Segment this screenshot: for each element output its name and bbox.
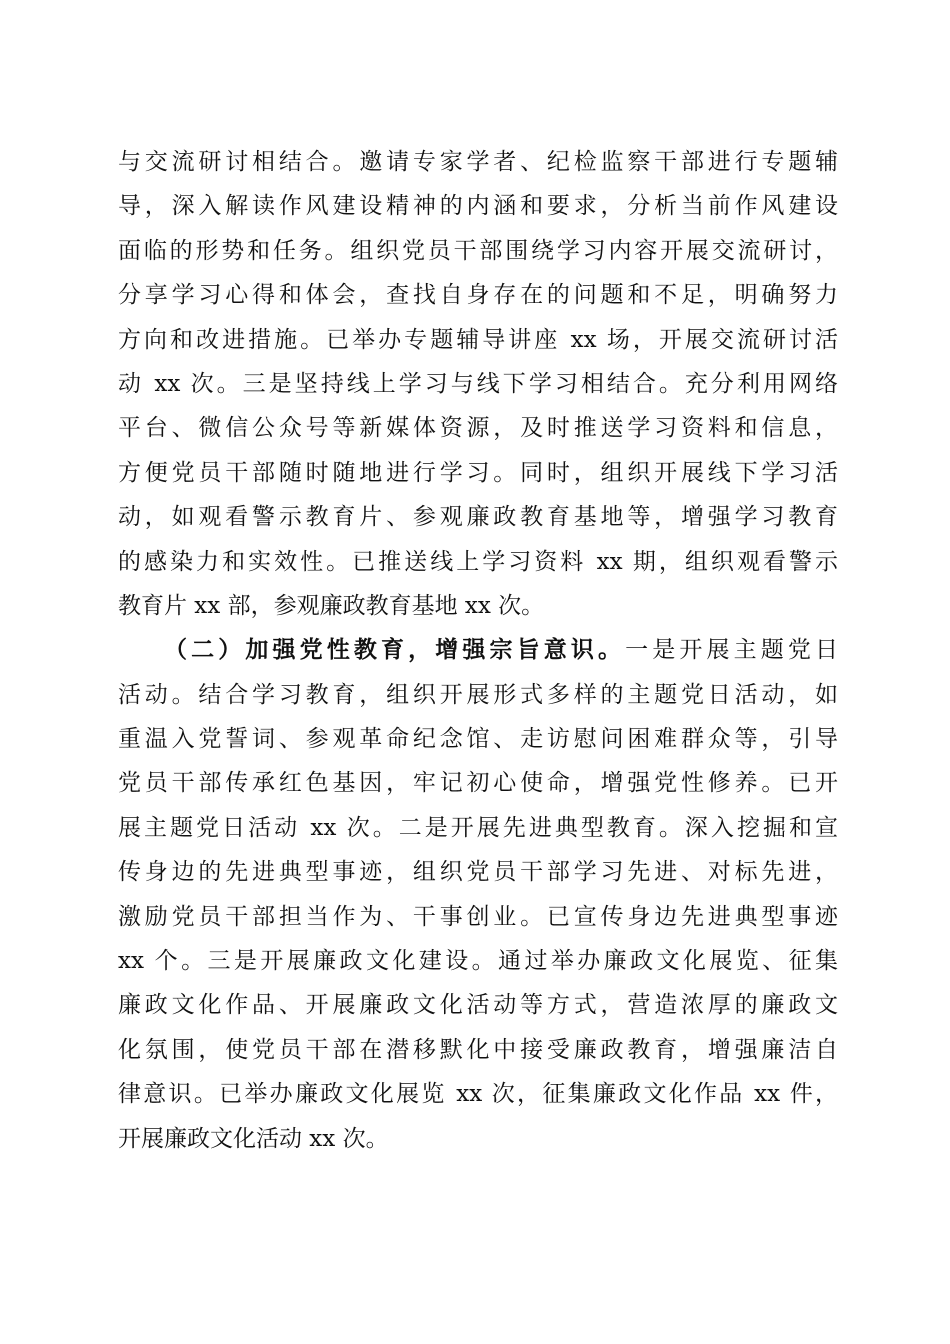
paragraph-line: 动 xx 次。三是坚持线上学习与线下学习相结合。充分利用网络 [118, 370, 838, 397]
paragraph-line: 传身边的先进典型事迹，组织党员干部学习先进、对标先进， [118, 859, 838, 886]
paragraph-line: 导，深入解读作风建设精神的内涵和要求，分析当前作风建设 [118, 193, 838, 220]
paragraph-line: 开展廉政文化活动 xx 次。 [118, 1125, 389, 1152]
paragraph-line: 与交流研讨相结合。邀请专家学者、纪检监察干部进行专题辅 [118, 149, 838, 175]
paragraph-2 [118, 628, 838, 1161]
section-heading-line [118, 628, 838, 672]
paragraph-line: 律意识。已举办廉政文化展览 xx 次，征集廉政文化作品 xx 件， [118, 1081, 838, 1108]
paragraph-line: 教育片 xx 部，参观廉政教育基地 xx 次。 [118, 592, 545, 619]
paragraph-line: 展主题党日活动 xx 次。二是开展先进典型教育。深入挖掘和宣 [118, 814, 838, 841]
paragraph-line: 方便党员干部随时随地进行学习。同时，组织开展线下学习活 [118, 459, 838, 486]
heading-line-text: 一是开展主题党日 [625, 637, 838, 664]
paragraph-line: 分享学习心得和体会，查找自身存在的问题和不足，明确努力 [118, 282, 838, 309]
paragraph-line: 动，如观看警示教育片、参观廉政教育基地等，增强学习教育 [118, 504, 838, 531]
paragraph-line: 廉政文化作品、开展廉政文化活动等方式，营造浓厚的廉政文 [118, 992, 838, 1019]
paragraph-line: 化氛围，使党员干部在潜移默化中接受廉政教育，增强廉洁自 [118, 1036, 838, 1063]
paragraph-1 [118, 140, 838, 628]
paragraph-line: 激励党员干部担当作为、干事创业。已宣传身边先进典型事迹 [118, 903, 838, 930]
paragraph-line: 方向和改进措施。已举办专题辅导讲座 xx 场，开展交流研讨活 [118, 326, 838, 353]
paragraph-line: xx 个。三是开展廉政文化建设。通过举办廉政文化展览、征集 [118, 948, 838, 975]
section-heading: （二）加强党性教育，增强宗旨意识。 [164, 636, 626, 664]
paragraph-line: 平台、微信公众号等新媒体资源，及时推送学习资料和信息， [118, 415, 838, 442]
paragraph-line: 重温入党誓词、参观革命纪念馆、走访慰问困难群众等，引导 [118, 726, 838, 753]
paragraph-line: 面临的形势和任务。组织党员干部围绕学习内容开展交流研讨， [118, 237, 838, 264]
paragraph-line: 党员干部传承红色基因，牢记初心使命，增强党性修养。已开 [118, 770, 838, 797]
document-body [118, 140, 838, 1161]
paragraph-line: 的感染力和实效性。已推送线上学习资料 xx 期，组织观看警示 [118, 548, 838, 575]
paragraph-line: 活动。结合学习教育，组织开展形式多样的主题党日活动，如 [118, 681, 838, 708]
